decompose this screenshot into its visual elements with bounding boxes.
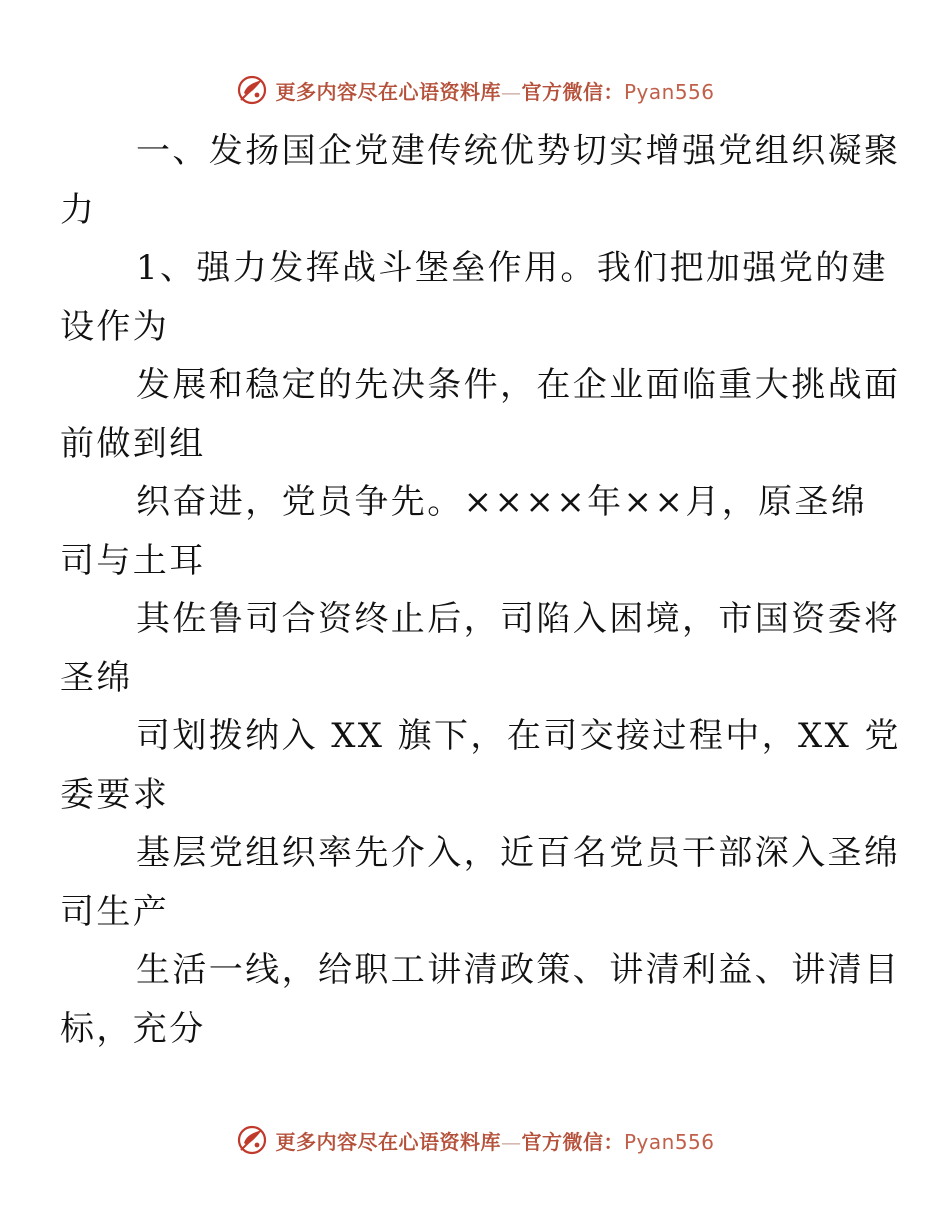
- paragraph: [60, 707, 901, 824]
- watermark-wechat-label: 官方微信：: [521, 79, 624, 104]
- paragraph-line: 织奋进，党员争先。××××年××月，原圣绵: [136, 482, 868, 522]
- brand-logo-icon: [235, 1123, 269, 1157]
- watermark-wechat-id: Pyan556: [623, 1129, 715, 1154]
- paragraph: [60, 824, 901, 941]
- paragraph-line: 一、发扬国企党建传统优势切实增强党组织凝聚: [136, 131, 901, 171]
- paragraph-line: 1、强力发挥战斗堡垒作用。我们把加强党的建: [136, 248, 889, 288]
- paragraph-line: 基层党组织率先介入，近百名党员干部深入圣绵: [136, 833, 901, 873]
- watermark-text: [275, 76, 714, 105]
- paragraph-line: 设作为: [60, 306, 170, 347]
- watermark-wechat-id: Pyan556: [623, 79, 715, 104]
- paragraph: [60, 356, 901, 473]
- paragraph-line: 标，充分: [60, 1008, 206, 1049]
- brand-logo-icon: [235, 73, 269, 107]
- paragraph-line: 生活一线，给职工讲清政策、讲清利益、讲清目: [136, 950, 901, 990]
- paragraph-line: 前做到组: [60, 423, 206, 464]
- paragraph: [60, 473, 868, 590]
- paragraph-line: 力: [60, 189, 97, 230]
- watermark-separator: —: [500, 79, 522, 104]
- document-body: [60, 122, 901, 1058]
- paragraph-line: 司生产: [60, 891, 170, 932]
- watermark-text: [275, 1126, 714, 1155]
- watermark-brand: 更多内容尽在心语资料库: [275, 1129, 501, 1154]
- paragraph-line: 司与土耳: [60, 540, 206, 581]
- watermark-wechat-label: 官方微信：: [521, 1129, 624, 1154]
- footer-watermark: [0, 1120, 950, 1160]
- paragraph-line: 司划拨纳入 XX 旗下，在司交接过程中，XX 党: [136, 716, 901, 756]
- paragraph-line: 圣绵: [60, 657, 133, 698]
- watermark-separator: —: [500, 1129, 522, 1154]
- paragraph-line: 发展和稳定的先决条件，在企业面临重大挑战面: [136, 365, 901, 405]
- header-watermark: [0, 70, 950, 110]
- paragraph: [60, 239, 889, 356]
- paragraph-heading: [60, 122, 901, 239]
- watermark-brand: 更多内容尽在心语资料库: [275, 79, 501, 104]
- paragraph-line: 委要求: [60, 774, 170, 815]
- paragraph-line: 其佐鲁司合资终止后，司陷入困境，市国资委将: [136, 599, 901, 639]
- paragraph: [60, 590, 901, 707]
- paragraph: [60, 941, 901, 1058]
